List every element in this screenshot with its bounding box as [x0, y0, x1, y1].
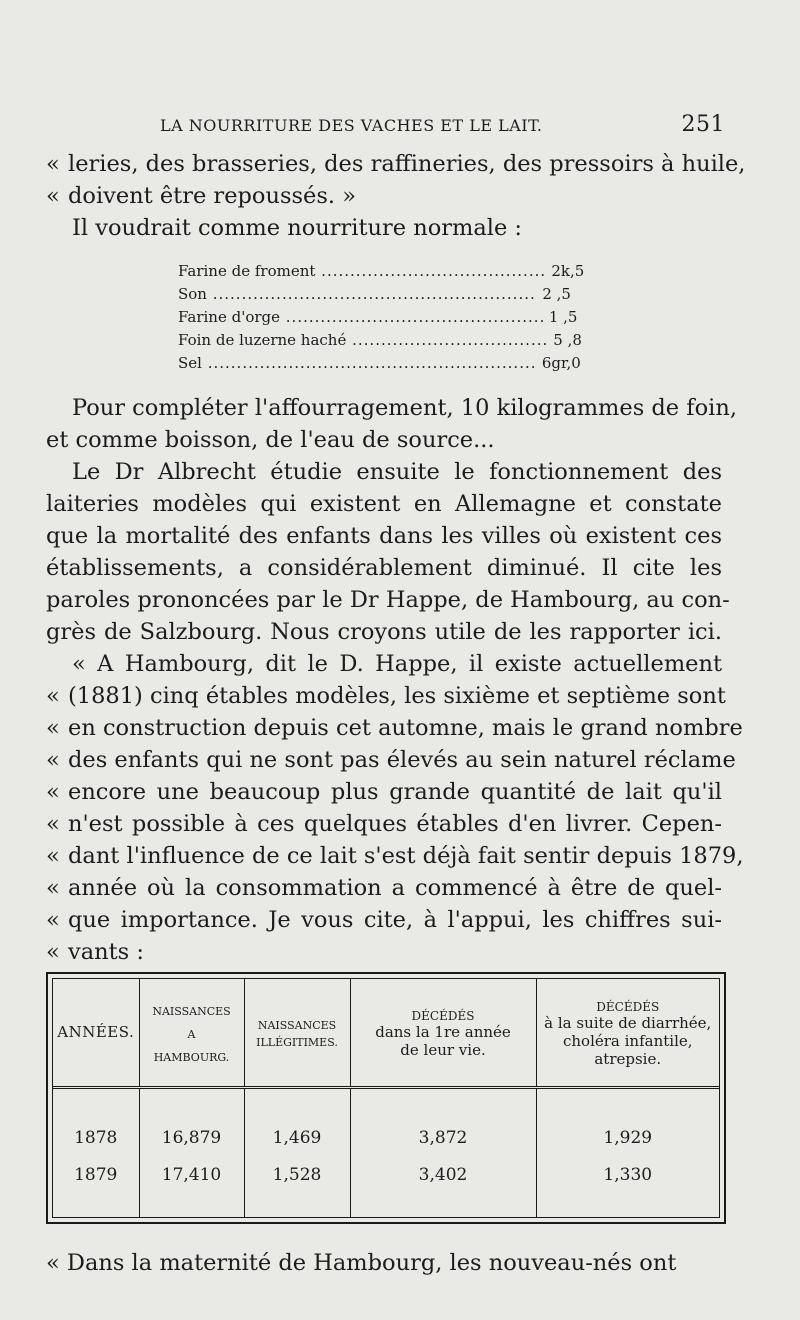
- intro-paragraph: [46, 148, 746, 244]
- header-years: ANNÉES.: [53, 979, 139, 1087]
- ration-item: [178, 306, 588, 329]
- table-row: [53, 1157, 719, 1217]
- cell-deaths-diarrhea: 1,330: [536, 1157, 719, 1217]
- quote-mark: «: [46, 183, 60, 209]
- ration-quantity: 5 ,8: [553, 331, 582, 349]
- text-line: [46, 148, 746, 180]
- text-line: [46, 616, 722, 648]
- text-line: [46, 212, 722, 244]
- line-text: laiteries modèles qui existent en Allemagne et constate: [46, 491, 722, 517]
- header-births: NAISSANCES A HAMBOURG.: [139, 979, 244, 1087]
- text-line: [46, 392, 737, 424]
- line-text: Pour compléter l'affourragement, 10 kilogrammes de foin,: [72, 395, 737, 421]
- cell-deaths-first-year: 3,402: [350, 1157, 536, 1217]
- text-line: [46, 552, 722, 584]
- text-line: [46, 180, 722, 212]
- cell-year: 1879: [74, 1165, 118, 1186]
- text-line: [46, 584, 730, 616]
- cell-year: 1878: [74, 1127, 118, 1148]
- text-line: [46, 776, 722, 808]
- line-text: des enfants qui ne sont pas élevés au sein naturel réclame: [68, 747, 736, 773]
- line-text: grès de Salzbourg. Nous croyons utile de les rapporter ici.: [46, 619, 722, 645]
- line-text: et comme boisson, de l'eau de source...: [46, 427, 495, 453]
- text-line: [46, 936, 722, 968]
- ration-item: [178, 329, 588, 352]
- header-deaths-diarrhea: DÉCÉDÉS à la suite de diarrhée, choléra infantile, atrepsie.: [536, 979, 719, 1087]
- line-text: doivent être repoussés. »: [68, 183, 356, 209]
- quote-mark: «: [46, 779, 60, 805]
- text-line: [46, 712, 743, 744]
- quote-mark: «: [46, 747, 60, 773]
- text-line: [46, 680, 726, 712]
- ration-quantity: 1 ,5: [548, 308, 578, 326]
- line-text: n'est possible à ces quelques étables d'en livrer. Cepen-: [68, 811, 722, 837]
- line-text: vants :: [68, 939, 144, 965]
- line-text: établissements, a considérablement diminué. Il cite les: [46, 555, 722, 581]
- text-line: [46, 456, 722, 488]
- quote-mark: «: [46, 875, 60, 901]
- closing-line: « Dans la maternité de Hambourg, les nouveau-nés ont: [46, 1250, 677, 1276]
- text-line: [46, 904, 722, 936]
- quote-mark: «: [46, 151, 60, 177]
- ration-item: [178, 352, 588, 375]
- line-text: dant l'influence de ce lait s'est déjà fait sentir depuis 1879,: [68, 843, 744, 869]
- ration-ingredient: Foin de luzerne haché .....: [178, 329, 547, 352]
- ration-list: [178, 260, 588, 375]
- text-line: [46, 808, 722, 840]
- quote-mark: «: [46, 843, 60, 869]
- ration-ingredient: Farine d'orge .....: [178, 306, 543, 329]
- cell-births: 17,410: [139, 1157, 244, 1217]
- line-text: en construction depuis cet automne, mais le grand nombre: [68, 715, 743, 741]
- line-text: Le Dr Albrecht étudie ensuite le fonctionnement des: [72, 459, 722, 485]
- ration-quantity: 2 ,5: [542, 285, 571, 303]
- line-text: que importance. Je vous cite, à l'appui, les chiffres sui-: [68, 907, 722, 933]
- quote-mark: «: [46, 811, 60, 837]
- quote-mark: «: [46, 907, 60, 933]
- quote-mark: «: [46, 715, 60, 741]
- ration-quantity: 2k,5: [551, 262, 585, 280]
- cell-illegitimate: 1,469: [244, 1087, 350, 1157]
- cell-illegitimate: 1,528: [244, 1157, 350, 1217]
- ration-item: [178, 260, 588, 283]
- cell-deaths-first-year: 3,872: [350, 1087, 536, 1157]
- ration-quantity: 6gr,0: [541, 354, 581, 372]
- quote-mark: «: [46, 939, 60, 965]
- line-text: paroles prononcées par le Dr Happe, de Hambourg, au con-: [46, 587, 730, 613]
- text-line: [46, 520, 722, 552]
- text-line: [46, 648, 722, 680]
- line-text: Il voudrait comme nourriture normale :: [72, 215, 523, 241]
- mortality-table: [46, 972, 726, 1224]
- line-text: leries, des brasseries, des raffineries, des pressoirs à huile,: [68, 151, 746, 177]
- line-text: (1881) cinq étables modèles, les sixième et septième sont: [68, 683, 726, 709]
- line-text: encore une beaucoup plus grande quantité de lait qu'il: [68, 779, 722, 805]
- ration-ingredient: Son .....: [178, 283, 536, 306]
- text-line: [46, 872, 722, 904]
- body-text: [46, 392, 744, 968]
- line-text: année où la consommation a commencé à être de quel-: [68, 875, 722, 901]
- text-line: [46, 488, 722, 520]
- header-illegitimate: NAISSANCES ILLÉGITIMES.: [244, 979, 350, 1087]
- line-text: « A Hambourg, dit le D. Happe, il existe actuellement: [72, 651, 722, 677]
- running-title: LA NOURRITURE DES VACHES ET LE LAIT.: [160, 116, 543, 135]
- ration-ingredient: Sel .....: [178, 352, 536, 375]
- quote-mark: «: [46, 683, 60, 709]
- header-deaths-first-year: DÉCÉDÉS dans la 1re année de leur vie.: [350, 979, 536, 1087]
- ration-ingredient: Farine de froment .....: [178, 260, 545, 283]
- cell-births: 16,879: [139, 1087, 244, 1157]
- text-line: [46, 424, 722, 456]
- ration-item: [178, 283, 588, 306]
- line-text: que la mortalité des enfants dans les villes où existent ces: [46, 523, 722, 549]
- text-line: [46, 840, 744, 872]
- table-row: [53, 1087, 719, 1157]
- page-number: 251: [681, 112, 725, 137]
- text-line: [46, 744, 736, 776]
- cell-deaths-diarrhea: 1,929: [536, 1087, 719, 1157]
